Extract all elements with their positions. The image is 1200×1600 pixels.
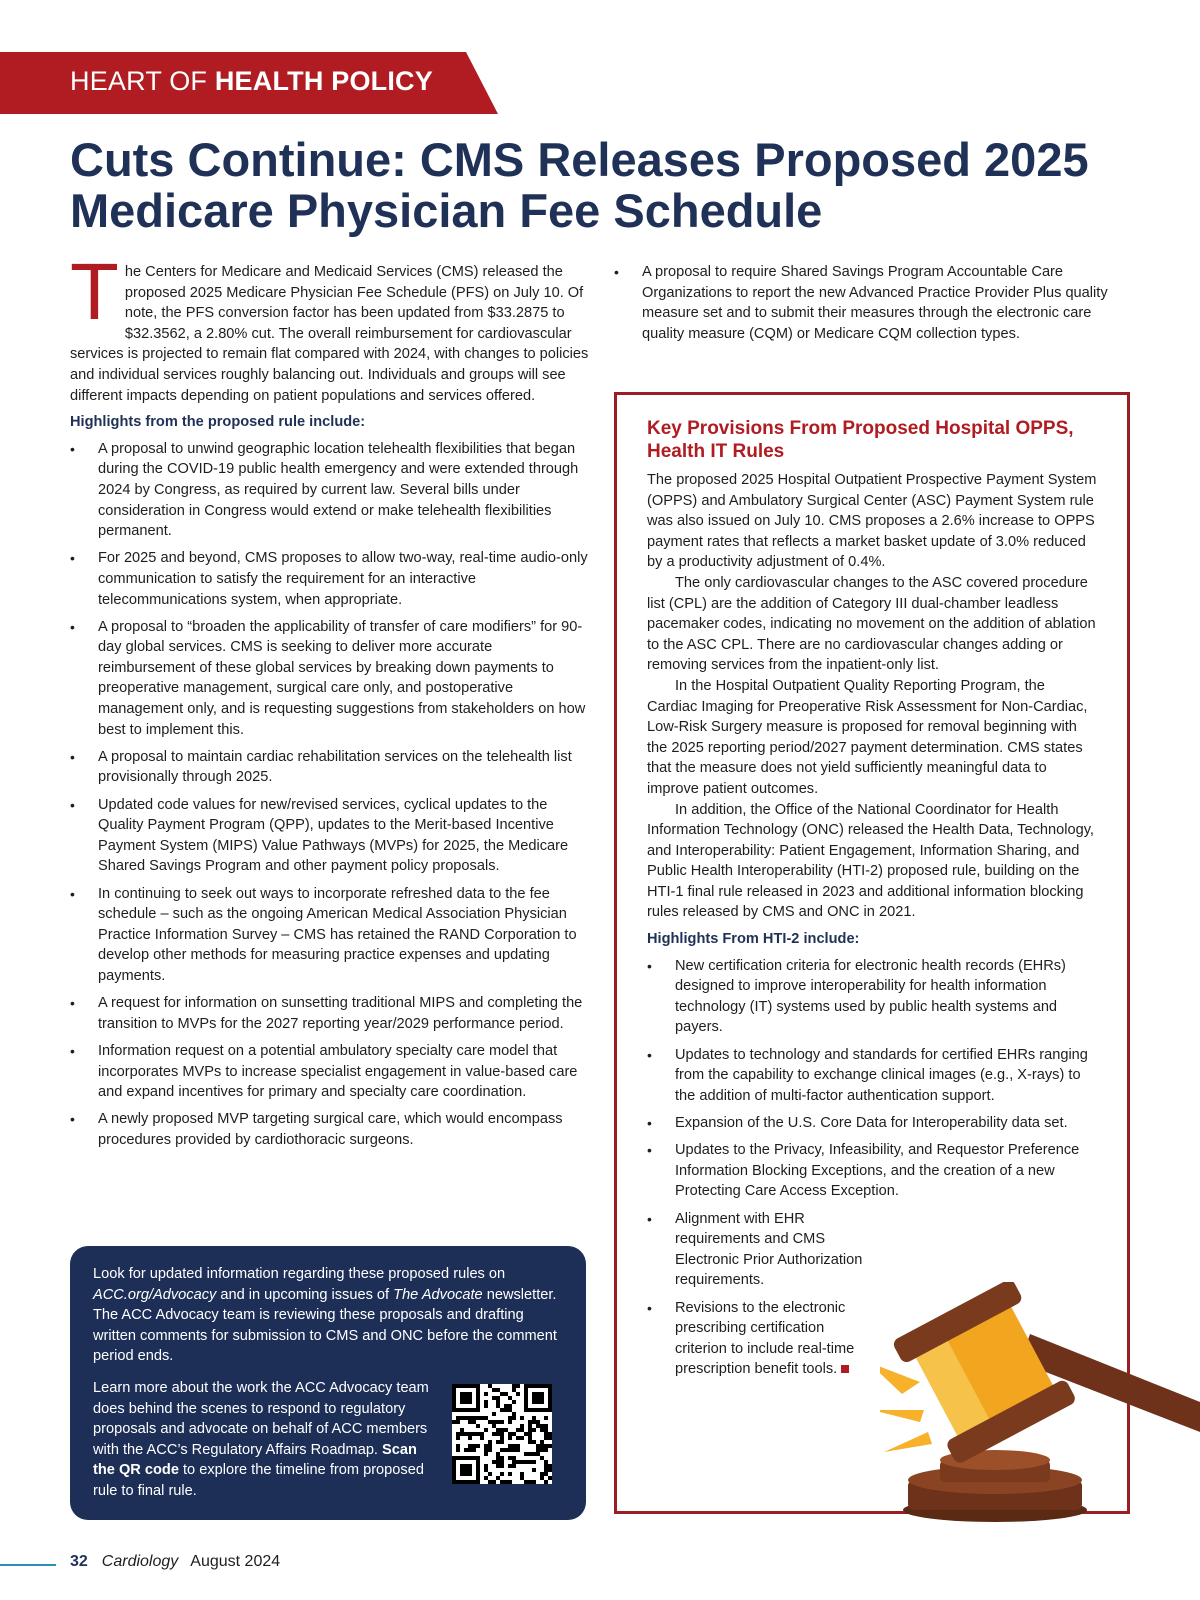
gavel-illustration	[880, 1282, 1200, 1522]
qr-code[interactable]	[452, 1384, 552, 1484]
list-item: • In continuing to seek out ways to incorporate refreshed data to the fee schedule – such as the ongoing American Medical Association Physician Practice Information Survey – CMS has retained the RAND Corporation to develop other methods for measuring practice expenses and updating payments.	[70, 884, 590, 987]
list-item: • A proposal to require Shared Savings Program Accountable Care Organizations to report the new Advanced Practice Provider Plus quality measure set and to submit their measures through the electronic care quality measure (CQM) or Medicare CQM collection types.	[614, 262, 1114, 344]
hti-heading: Highlights From HTI-2 include:	[647, 931, 860, 948]
list-item: • For 2025 and beyond, CMS proposes to allow two-way, real-time audio-only communication to satisfy the requirement for an interactive telecommunications system, when appropriate.	[70, 548, 590, 610]
publication-name: Cardiology	[101, 1553, 179, 1570]
list-item: • A newly proposed MVP targeting surgical care, which would encompass procedures provided by cardiothoracic surgeons.	[70, 1109, 590, 1150]
list-item: • A proposal to maintain cardiac rehabilitation services on the telehealth list provisionally through 2025.	[70, 747, 590, 788]
list-item: • Updates to technology and standards for certified EHRs ranging from the capability to exchange clinical images (e.g., X-rays) to the addition of multi-factor authentication support.	[647, 1045, 1097, 1107]
advocacy-link[interactable]: ACC.org/Advocacy	[93, 1286, 217, 1303]
list-item: • A proposal to “broaden the applicability of transfer of care modifiers” for 90-day global services. CMS is seeking to deliver more accurate reimbursement of these global services by breaking down payments to preoperative management, surgical care only, and postoperative management only, and is requesting suggestions from stakeholders on how best to implement this.	[70, 617, 590, 741]
page-title	[70, 134, 1150, 236]
right-column-top	[614, 262, 1114, 351]
advocacy-paragraph: Learn more about the work the ACC Advocacy team does behind the scenes to respond to regulatory proposals and advocate on behalf of ACC members with the ACC’s Regulatory Affairs Roadmap. Scan the QR code to explore the timeline from proposed rule to final rule.	[93, 1380, 429, 1499]
list-item: • Expansion of the U.S. Core Data for Interoperability data set.	[647, 1113, 1097, 1134]
title-lead: Cuts Continue:	[70, 133, 407, 186]
sidebar-paragraph: In the Hospital Outpatient Quality Reporting Program, the Cardiac Imaging for Preoperative Risk Assessment for Non-Cardiac, Low-Risk Surgery measure is proposed for removal beginning with the 2025 reporting period/2027 payment determination. CMS states that the measure does not yield sufficiently meaningful data to improve patient outcomes.	[647, 677, 1088, 797]
end-mark	[841, 1365, 849, 1373]
list-item: • Updates to the Privacy, Infeasibility, and Requestor Preference Information Blocking Exceptions, and the creation of a new Protecting Care Access Exception.	[647, 1140, 1097, 1202]
list-item: • Information request on a potential ambulatory specialty care model that incorporates MVPs to increase specialist engagement in value-based care and expand incentives for primary and specialty care coordination.	[70, 1041, 590, 1103]
left-column	[70, 247, 590, 1157]
footer-rule	[0, 1564, 56, 1566]
highlights-heading: Highlights from the proposed rule include:	[70, 414, 366, 431]
page-number: 32	[70, 1553, 88, 1570]
sidebar-title: Key Provisions From Proposed Hospital OPPS, Health IT Rules	[647, 418, 1074, 462]
list-item: • Alignment with EHR requirements and CMS Electronic Prior Authorization requirements.	[647, 1209, 865, 1291]
list-item: • A proposal to unwind geographic location telehealth flexibilities that began during the COVID-19 public health emergency and were extended through 2024 by Congress, as required by current law. Several bills under consideration in Congress would extend or make telehealth flexibilities permanent.	[70, 439, 590, 542]
list-item: • Updated code values for new/revised services, cyclical updates to the Quality Payment Program (QPP), updates to the Merit-based Incentive Payment System (MIPS) Value Pathways (MVPs) for 2025, the Medicare Shared Savings Program and other payment policy proposals.	[70, 795, 590, 877]
intro-paragraph: The Centers for Medicare and Medicaid Services (CMS) released the proposed 2025 Medicare Physician Fee Schedule (PFS) on July 10. Of note, the PFS conversion factor has been updated from $33.2875 to $32.3562, a 2.80% cut. The overall reimbursement for cardiovascular services is projected to remain flat compared with 2024, with changes to policies and individual services roughly balancing out. Individuals and groups will see different impacts depending on patient populations and services offered.	[70, 247, 589, 404]
issue-date: August 2024	[190, 1553, 281, 1570]
highlights-list	[70, 439, 590, 1151]
drop-cap: T	[70, 247, 119, 336]
advocacy-callout	[70, 1246, 586, 1520]
list-item: • Revisions to the electronic prescribing certification criterion to include real-time prescription benefit tools.	[647, 1298, 865, 1380]
sidebar-paragraph: In addition, the Office of the National Coordinator for Health Information Technology (ONC) released the Health Data, Technology, and Interoperability: Patient Engagement, Information Sharing, and Public Health Interoperability (HTI-2) proposed rule, building on the HTI-1 final rule released in 2023 and additional information blocking rules released by CMS and ONC in 2021.	[647, 801, 1094, 921]
page-footer	[70, 1553, 280, 1571]
advocacy-paragraph: Look for updated information regarding these proposed rules on ACC.org/Advocacy and in upcoming issues of The Advocate newsletter. The ACC Advocacy team is reviewing these proposals and drafting written comments for submission to CMS and ONC before the comment period ends.	[93, 1266, 557, 1365]
list-item: • A request for information on sunsetting traditional MIPS and completing the transition to MVPs for the 2027 reporting year/2029 performance period.	[70, 993, 590, 1034]
title-rest: CMS Releases Proposed 2025 Medicare Physician Fee Schedule	[70, 133, 1089, 237]
section-banner-text: HEART OF HEALTH POLICY	[70, 66, 433, 96]
sidebar-paragraph: The proposed 2025 Hospital Outpatient Prospective Payment System (OPPS) and Ambulatory Surgical Center (ASC) Payment System rule was also issued on July 10. CMS proposes a 2.6% increase to OPPS payment rates that reflects a market basket update of 3.0% reduced by a productivity adjustment of 0.4%.	[647, 472, 1097, 571]
sidebar-paragraph: The only cardiovascular changes to the ASC covered procedure list (CPL) are the addition of Category III dual-chamber leadless pacemaker codes, indicating no movement on the addition of ablation to the ASC CPL. There are no cardiovascular changes adding or removing services from the inpatient-only list.	[647, 574, 1096, 674]
list-item: • New certification criteria for electronic health records (EHRs) designed to improve interoperability for health information technology (IT) systems used by public health systems and payers.	[647, 956, 1097, 1038]
